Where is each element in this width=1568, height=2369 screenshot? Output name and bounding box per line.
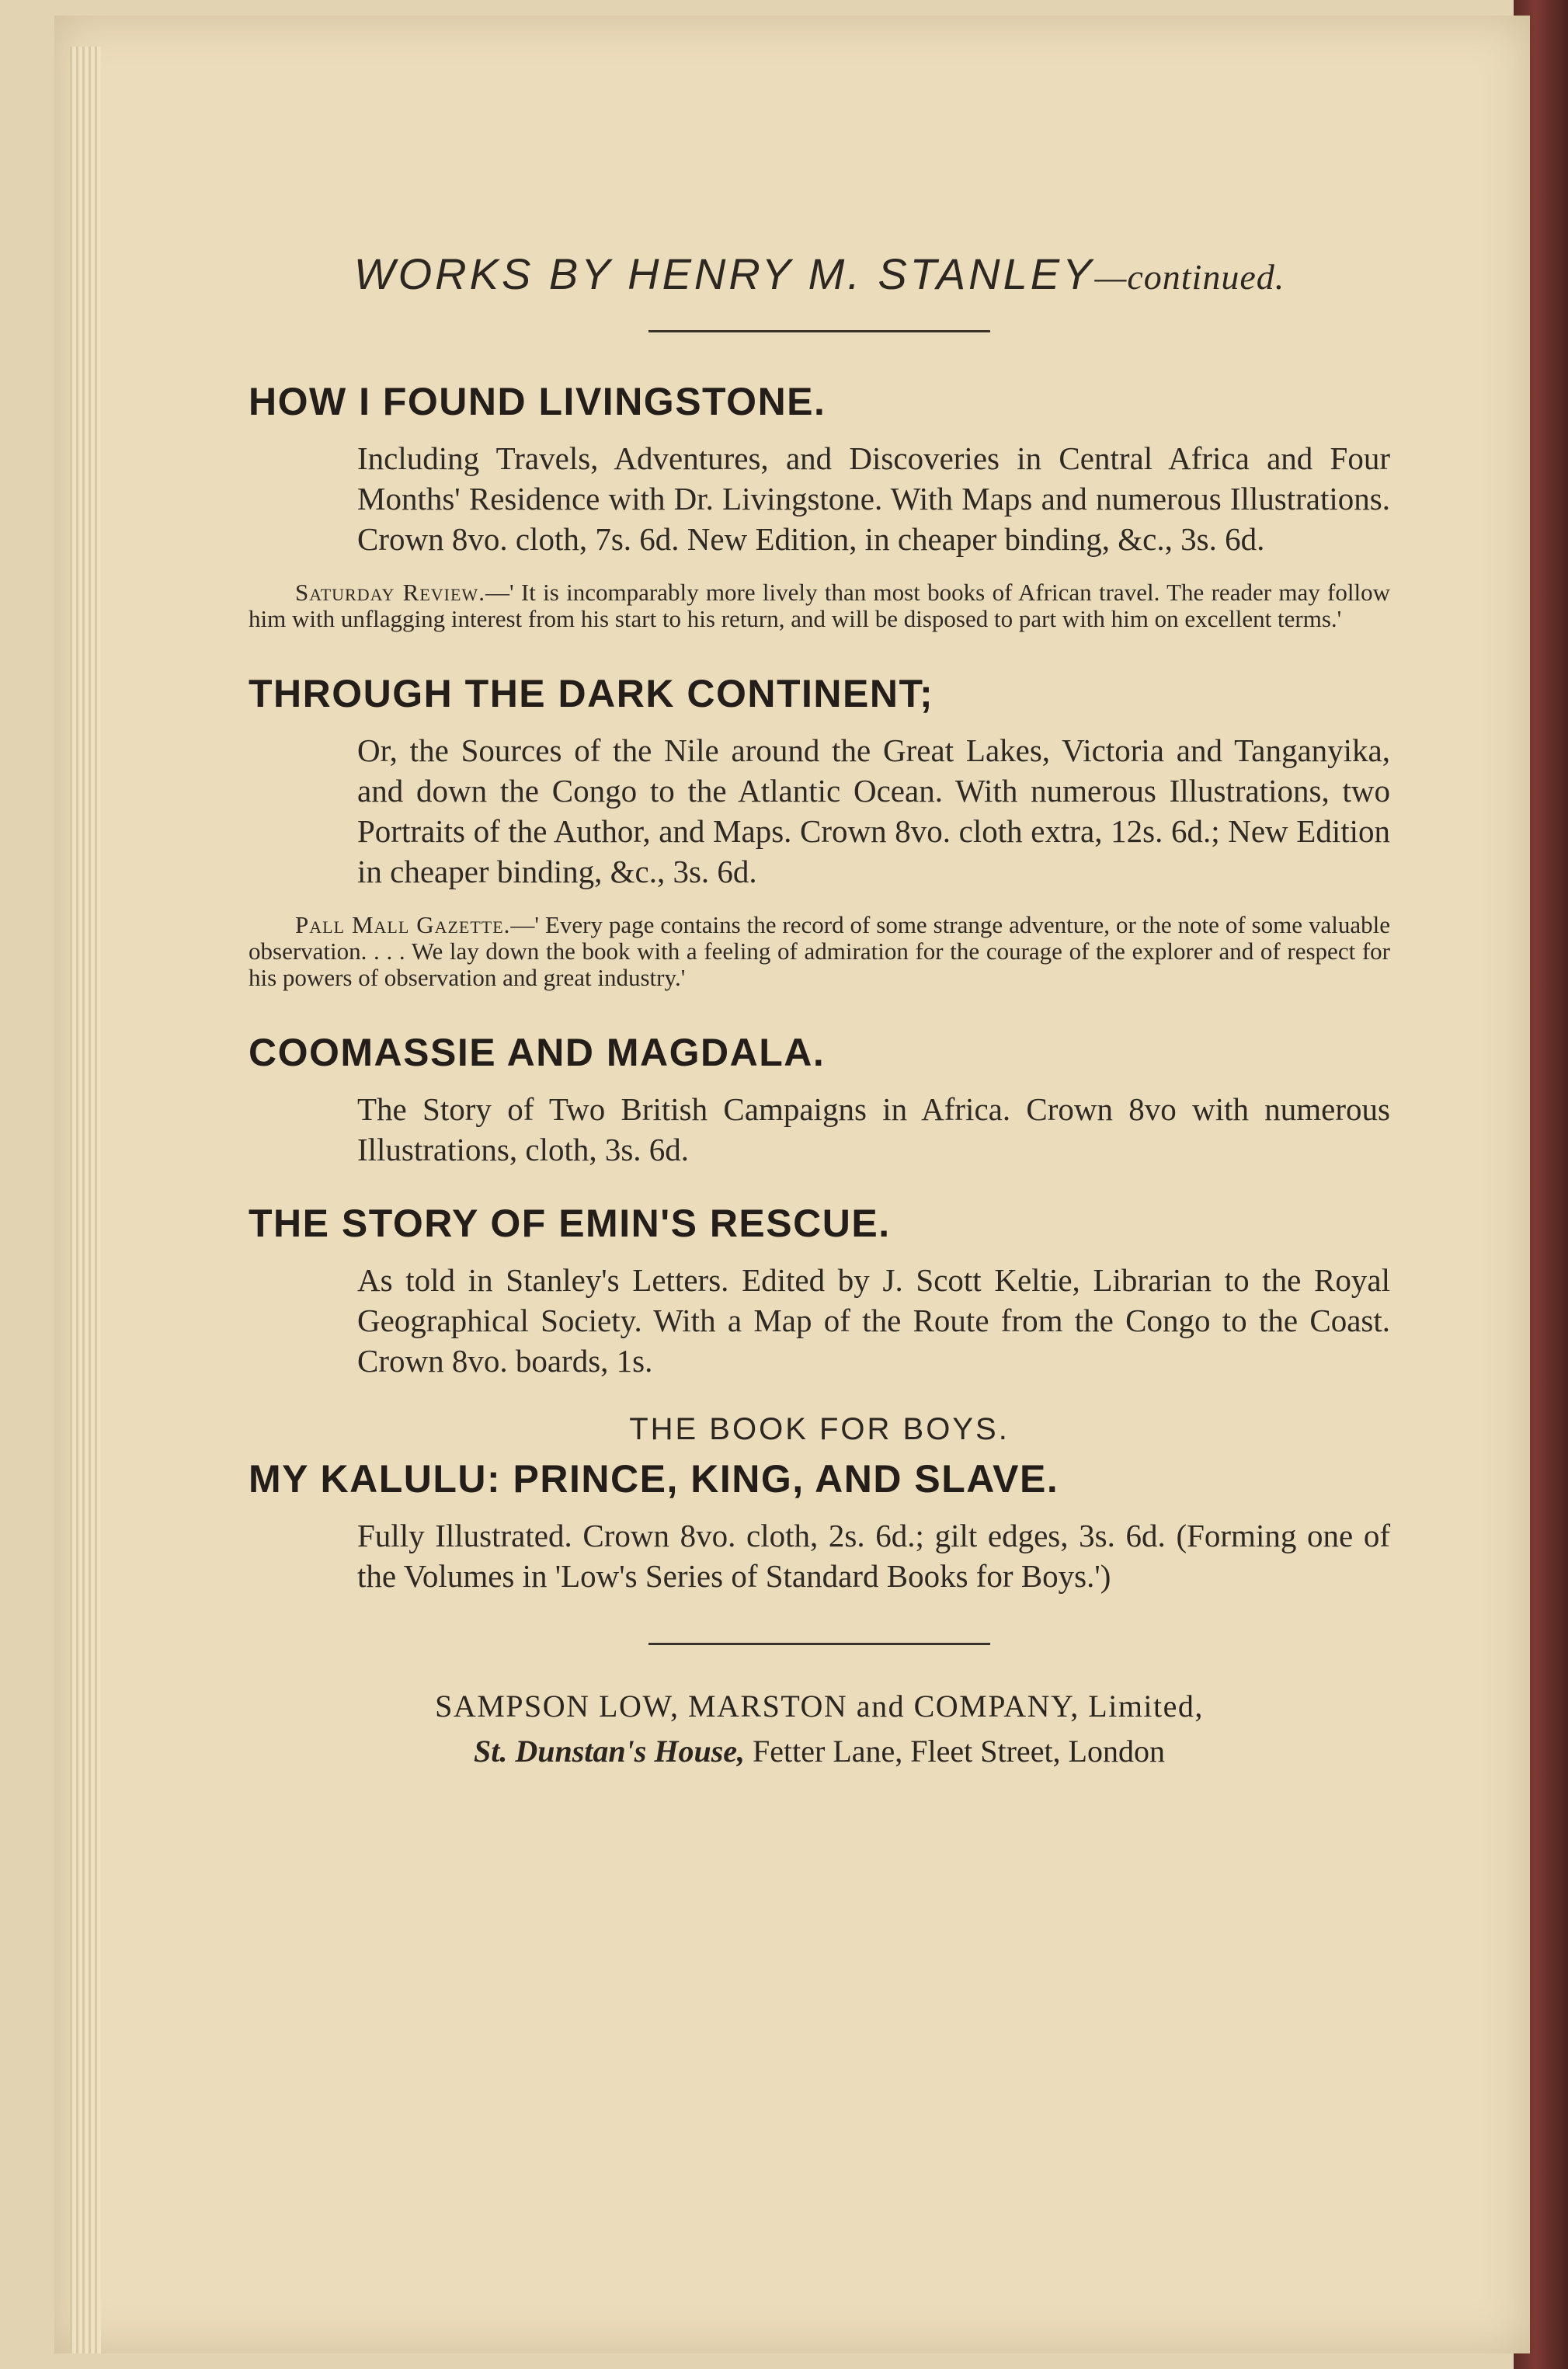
book-entry-dark-continent bbox=[249, 671, 1390, 991]
book-description: Or, the Sources of the Nile around the Great Lakes, Victoria and Tanganyika, and down the Congo to the Atlantic Ocean. With numerous Illustrations, two Portraits of the Author, and Maps. Crown 8vo. cloth extra, 12s. 6d.; New Edition in cheaper binding, &c., 3s. 6d. bbox=[357, 732, 1390, 889]
book-description: Including Travels, Adventures, and Discoveries in Central Africa and Four Months' Residence with Dr. Livingstone. With Maps and numerous Illustrations. Crown 8vo. cloth, 7s. 6d. New Edition, in cheaper binding, &c., 3s. 6d. bbox=[357, 440, 1390, 557]
title-rule bbox=[648, 330, 990, 332]
address-house: St. Dunstan's House, bbox=[474, 1734, 746, 1769]
book-title: THE STORY OF EMIN'S RESCUE. bbox=[249, 1202, 891, 1245]
publisher-address bbox=[249, 1729, 1390, 1774]
boys-section-subhead: THE BOOK FOR BOYS. bbox=[629, 1412, 1010, 1446]
book-entry-emin-rescue bbox=[249, 1201, 1390, 1381]
review-source: Saturday Review. bbox=[295, 579, 485, 606]
book-entry-livingstone bbox=[249, 379, 1390, 632]
review-quote bbox=[249, 579, 1390, 632]
book-description: The Story of Two British Campaigns in Africa. Crown 8vo with numerous Illustrations, cloth, 3s. 6d. bbox=[357, 1091, 1390, 1167]
publisher-name: SAMPSON LOW, MARSTON and COMPANY, Limited, bbox=[435, 1689, 1204, 1724]
book-entry-coomassie bbox=[249, 1030, 1390, 1170]
book-title: MY KALULU: PRINCE, KING, AND SLAVE. bbox=[249, 1457, 1059, 1501]
book-title: HOW I FOUND LIVINGSTONE. bbox=[249, 380, 826, 423]
book-description: As told in Stanley's Letters. Edited by J. Scott Keltie, Librarian to the Royal Geographical Society. With a Map of the Route from the Congo to the Coast. Crown 8vo. boards, 1s. bbox=[357, 1262, 1390, 1379]
review-text: —' Every page contains the record of some strange adventure, or the note of some valuable observation. . . . We lay down the book with a feeling of admiration for the courage of the explorer and of respect for his powers of observation and great industry.' bbox=[249, 911, 1390, 991]
book-title: COOMASSIE AND MAGDALA. bbox=[249, 1031, 826, 1074]
review-quote bbox=[249, 912, 1390, 991]
book-description: Fully Illustrated. Crown 8vo. cloth, 2s. 6d.; gilt edges, 3s. 6d. (Forming one of the Volumes in 'Low's Series of Standard Books for Boys.') bbox=[357, 1518, 1390, 1594]
page-edges bbox=[70, 47, 101, 2353]
book-title: THROUGH THE DARK CONTINENT; bbox=[249, 672, 934, 715]
footer-rule bbox=[648, 1643, 990, 1645]
review-source: Pall Mall Gazette. bbox=[295, 911, 511, 938]
series-title-text: WORKS BY HENRY M. STANLEY bbox=[353, 249, 1095, 298]
review-text: —' It is incomparably more lively than most books of African travel. The reader may follow him with unflagging interest from his start to his return, and will be disposed to part with him on excellent terms.' bbox=[249, 579, 1390, 632]
advertisement-content bbox=[249, 249, 1390, 1774]
series-title bbox=[249, 249, 1390, 299]
address-street: Fetter Lane, Fleet Street, London bbox=[745, 1734, 1165, 1769]
book-entry-kalulu bbox=[249, 1456, 1390, 1596]
continued-label: —continued. bbox=[1094, 257, 1285, 297]
